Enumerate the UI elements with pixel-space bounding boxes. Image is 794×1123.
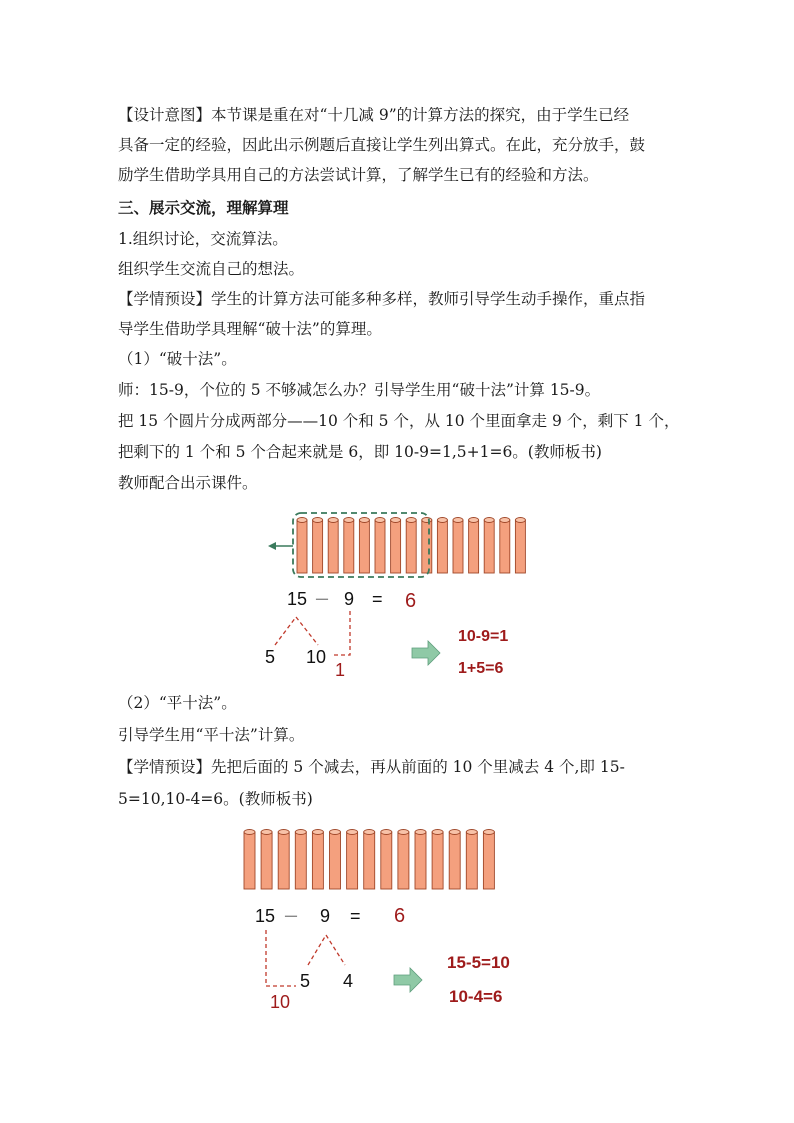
part-ones: 5 (265, 647, 276, 667)
left-arrow-icon (268, 542, 293, 550)
eq2-minus: － (283, 909, 300, 926)
counting-stick (359, 518, 369, 574)
counting-stick (500, 518, 510, 574)
counting-stick (261, 830, 272, 890)
counting-stick (415, 830, 426, 890)
step1: 10-9=1 (458, 628, 509, 645)
eq1-result: 6 (405, 590, 417, 612)
counting-stick (483, 830, 494, 890)
level-lines (266, 930, 296, 986)
eq2-minuend: 15 (255, 906, 276, 926)
paragraph-design-intent-line3: 励学生借助学具用自己的方法尝试计算，了解学生已有的经验和方法。 (118, 166, 599, 184)
method1-line1: 师：15-9，个位的 5 不够减怎么办？引导学生用“破十法”计算 15-9。 (118, 381, 601, 399)
eq1-minus: － (314, 592, 331, 609)
method2-title: （2）“平十法”。 (118, 694, 237, 712)
counting-stick (347, 830, 358, 890)
step-exchange: 组织学生交流自己的想法。 (118, 260, 305, 278)
eq2-subtrahend: 9 (320, 906, 331, 926)
counting-stick (391, 518, 401, 574)
counting-stick (330, 830, 341, 890)
part-five: 5 (300, 971, 311, 991)
method2-line1: 引导学生用“平十法”计算。 (118, 726, 305, 744)
counting-stick (484, 518, 494, 574)
paragraph-design-intent-line1: 【设计意图】本节课是重在对“十几减 9”的计算方法的探究，由于学生已经 (118, 106, 630, 124)
prediction-line1: 【学情预设】学生的计算方法可能多种多样，教师引导学生动手操作，重点指 (118, 290, 646, 308)
ten-value: 10 (270, 992, 291, 1012)
part-ten: 10 (306, 647, 327, 667)
method1-line2: 把 15 个圆片分成两部分——10 个和 5 个，从 10 个里面拿走 9 个，剩下 1 个， (118, 412, 680, 430)
counting-stick (278, 830, 289, 890)
counting-stick (437, 518, 447, 574)
sticks-row-1 (297, 518, 525, 574)
counting-stick (453, 518, 463, 574)
sticks-row-2 (244, 830, 494, 890)
counting-stick (244, 830, 255, 890)
part-four: 4 (343, 971, 354, 991)
right-arrow-icon (412, 641, 440, 665)
counting-stick (344, 518, 354, 574)
counting-stick (469, 518, 479, 574)
section-heading: 三、展示交流，理解算理 (118, 198, 289, 217)
counting-stick (449, 830, 460, 890)
counting-stick (466, 830, 477, 890)
method1-line3: 把剩下的 1 个和 5 个合起来就是 6，即 10-9=1,5+1=6。(教师板书) (118, 443, 602, 461)
method2-line3: 5=10,10-4=6。(教师板书) (118, 790, 313, 808)
counting-stick (313, 518, 323, 574)
counting-stick (297, 518, 307, 574)
paragraph-design-intent-line2: 具备一定的经验，因此出示例题后直接让学生列出算式。在此，充分放手，鼓 (118, 136, 646, 154)
counting-stick (422, 518, 432, 574)
counting-stick (375, 518, 385, 574)
counting-stick (364, 830, 375, 890)
split-lines (275, 617, 318, 645)
method2-line2: 【学情预设】先把后面的 5 个减去，再从前面的 10 个里减去 4 个,即 15- (118, 758, 625, 776)
prediction-line2: 导学生借助学具理解“破十法”的算理。 (118, 320, 382, 338)
step2-2: 10-4=6 (449, 987, 503, 1006)
step2: 1+5=6 (458, 660, 504, 677)
split-lines-2 (308, 935, 345, 965)
counting-stick (406, 518, 416, 574)
remainder: 1 (335, 660, 346, 680)
counting-stick (381, 830, 392, 890)
step1-2: 15-5=10 (447, 953, 510, 972)
counting-stick (515, 518, 525, 574)
eq1-equals: = (372, 589, 383, 609)
method1-line4: 教师配合出示课件。 (118, 474, 258, 492)
counting-stick (295, 830, 306, 890)
figure-level-ten (0, 825, 794, 1020)
figure-break-ten (0, 505, 794, 685)
counting-stick (432, 830, 443, 890)
eq1-minuend: 15 (287, 589, 308, 609)
step-discuss: 1.组织讨论，交流算法。 (118, 230, 288, 248)
counting-stick (328, 518, 338, 574)
method1-title: （1）“破十法”。 (118, 350, 237, 368)
eq2-result: 6 (394, 905, 406, 927)
right-arrow-icon (394, 968, 422, 992)
eq1-subtrahend: 9 (344, 589, 355, 609)
counting-stick (398, 830, 409, 890)
subtract-lines (332, 611, 350, 655)
counting-stick (312, 830, 323, 890)
eq2-equals: = (350, 906, 361, 926)
